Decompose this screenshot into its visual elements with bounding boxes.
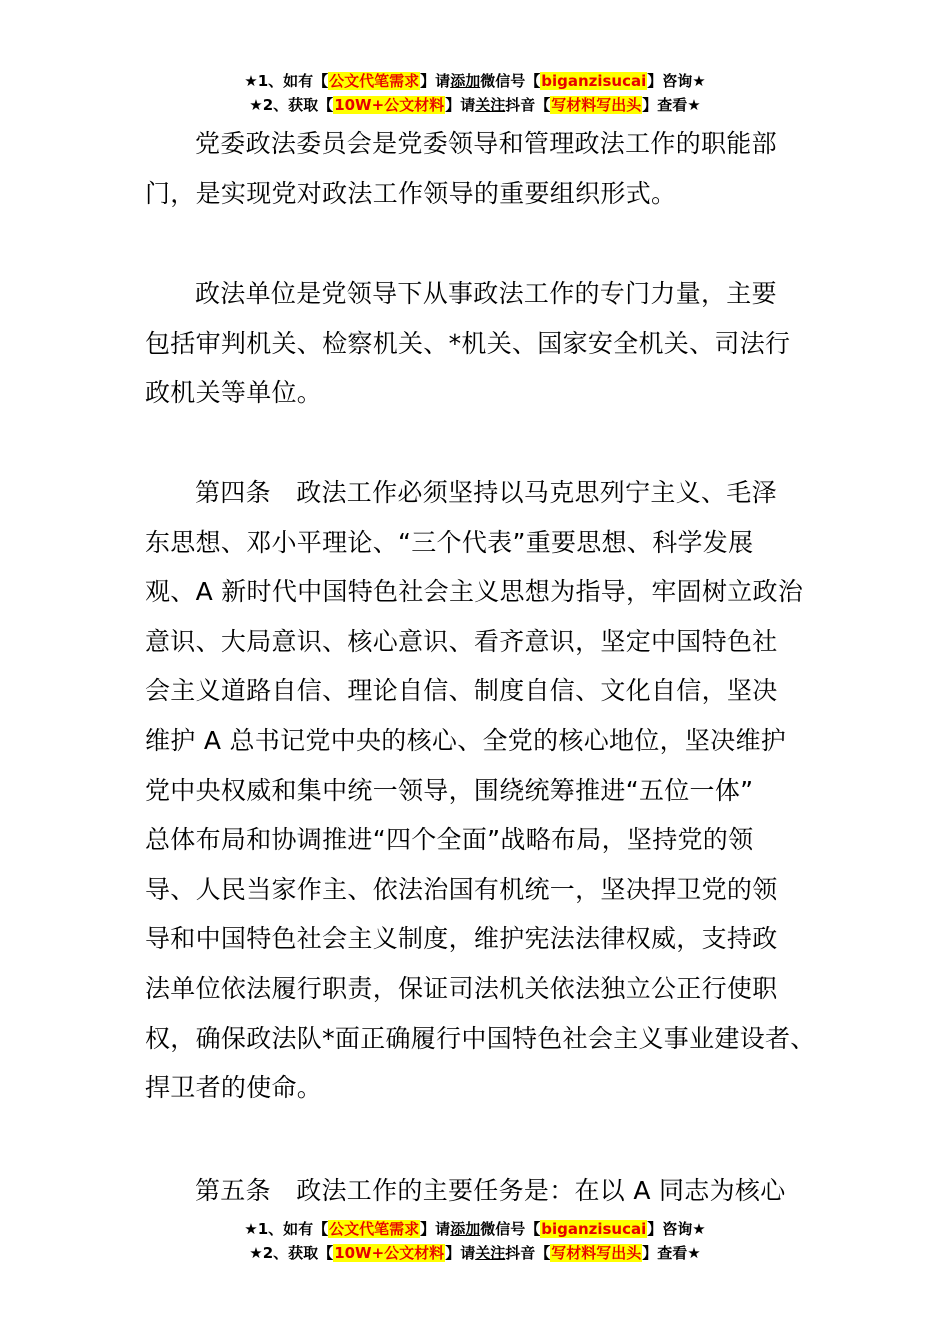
text-line: 总体布局和协调推进“四个全面”战略布局，坚持党的领 xyxy=(145,825,754,855)
text-line: 政法单位是党领导下从事政法工作的专门力量，主要 xyxy=(195,279,777,308)
banner-text: 】请 xyxy=(445,1244,476,1262)
text-line: 导、人民当家作主、依法治国有机统一，坚决捍卫党的领 xyxy=(145,874,778,904)
banner-highlight-douyin: 写材料写出头 xyxy=(551,96,642,114)
text-line: 捍卫者的使命。 xyxy=(145,1073,323,1103)
banner-prefix: ★2、获取【 xyxy=(249,96,334,114)
banner-suffix: 】咨询★ xyxy=(647,1220,706,1238)
banner-prefix: ★2、获取【 xyxy=(249,1244,334,1262)
banner-underlined-text: 添加 xyxy=(450,1220,481,1238)
banner-underlined-text: 添加 xyxy=(450,72,481,90)
text-line: 权，确保政法队*面正确履行中国特色社会主义事业建设者、 xyxy=(145,1023,816,1053)
banner-suffix: 】查看★ xyxy=(642,96,701,114)
banner-text: 抖音【 xyxy=(505,1244,551,1262)
text-line: 维护 A 总书记党中央的核心、全党的核心地位，坚决维护 xyxy=(145,725,787,755)
text-line: 第四条 政法工作必须坚持以马克思列宁主义、毛泽 xyxy=(195,478,777,507)
banner-highlight-service: 公文代笔需求 xyxy=(329,1220,420,1238)
banner-prefix: ★1、如有【 xyxy=(244,72,329,90)
text-line: 意识、大局意识、核心意识、看齐意识，坚定中国特色社 xyxy=(145,626,778,656)
header-banner-line-1 xyxy=(0,71,950,91)
banner-suffix: 】查看★ xyxy=(642,1244,701,1262)
banner-text: 微信号【 xyxy=(480,72,541,90)
text-line: 政机关等单位。 xyxy=(145,378,323,408)
banner-text: 】请 xyxy=(420,1220,451,1238)
text-line: 党委政法委员会是党委领导和管理政法工作的职能部 xyxy=(195,129,777,158)
banner-highlight-douyin: 写材料写出头 xyxy=(551,1244,642,1262)
text-line: 法单位依法履行职责，保证司法机关依法独立公正行使职 xyxy=(145,973,778,1003)
text-line: 包括审判机关、检察机关、*机关、国家安全机关、司法行 xyxy=(145,328,791,358)
footer-banner-line-2 xyxy=(0,1243,950,1263)
banner-text: 微信号【 xyxy=(480,1220,541,1238)
header-banner-line-2 xyxy=(0,95,950,115)
banner-highlight-service: 公文代笔需求 xyxy=(329,72,420,90)
text-line: 东思想、邓小平理论、“三个代表”重要思想、科学发展 xyxy=(145,527,754,557)
banner-highlight-materials: 10W+公文材料 xyxy=(334,96,445,114)
text-line: 门，是实现党对政法工作领导的重要组织形式。 xyxy=(145,178,677,208)
banner-text: 抖音【 xyxy=(505,96,551,114)
text-line: 第五条 政法工作的主要任务是：在以 A 同志为核心 xyxy=(195,1176,786,1205)
banner-text: 】请 xyxy=(420,72,451,90)
text-line: 导和中国特色社会主义制度，维护宪法法律权威，支持政 xyxy=(145,924,778,954)
banner-highlight-wechat-id: biganzisucai xyxy=(541,1220,647,1238)
banner-highlight-materials: 10W+公文材料 xyxy=(334,1244,445,1262)
footer-banner-line-1 xyxy=(0,1219,950,1239)
banner-underlined-text: 关注 xyxy=(475,96,506,114)
text-line: 会主义道路自信、理论自信、制度自信、文化自信，坚决 xyxy=(145,676,778,706)
paragraph-political-legal-units xyxy=(145,269,810,418)
paragraph-article-5 xyxy=(145,1166,810,1216)
banner-highlight-wechat-id: biganzisucai xyxy=(541,72,647,90)
paragraph-article-4 xyxy=(145,468,816,1113)
text-line: 党中央权威和集中统一领导，围绕统筹推进“五位一体” xyxy=(145,775,754,805)
banner-suffix: 】咨询★ xyxy=(647,72,706,90)
banner-text: 】请 xyxy=(445,96,476,114)
banner-underlined-text: 关注 xyxy=(475,1244,506,1262)
paragraph-political-legal-committee xyxy=(145,119,810,218)
banner-prefix: ★1、如有【 xyxy=(244,1220,329,1238)
text-line: 观、A 新时代中国特色社会主义思想为指导，牢固树立政治 xyxy=(145,577,804,607)
